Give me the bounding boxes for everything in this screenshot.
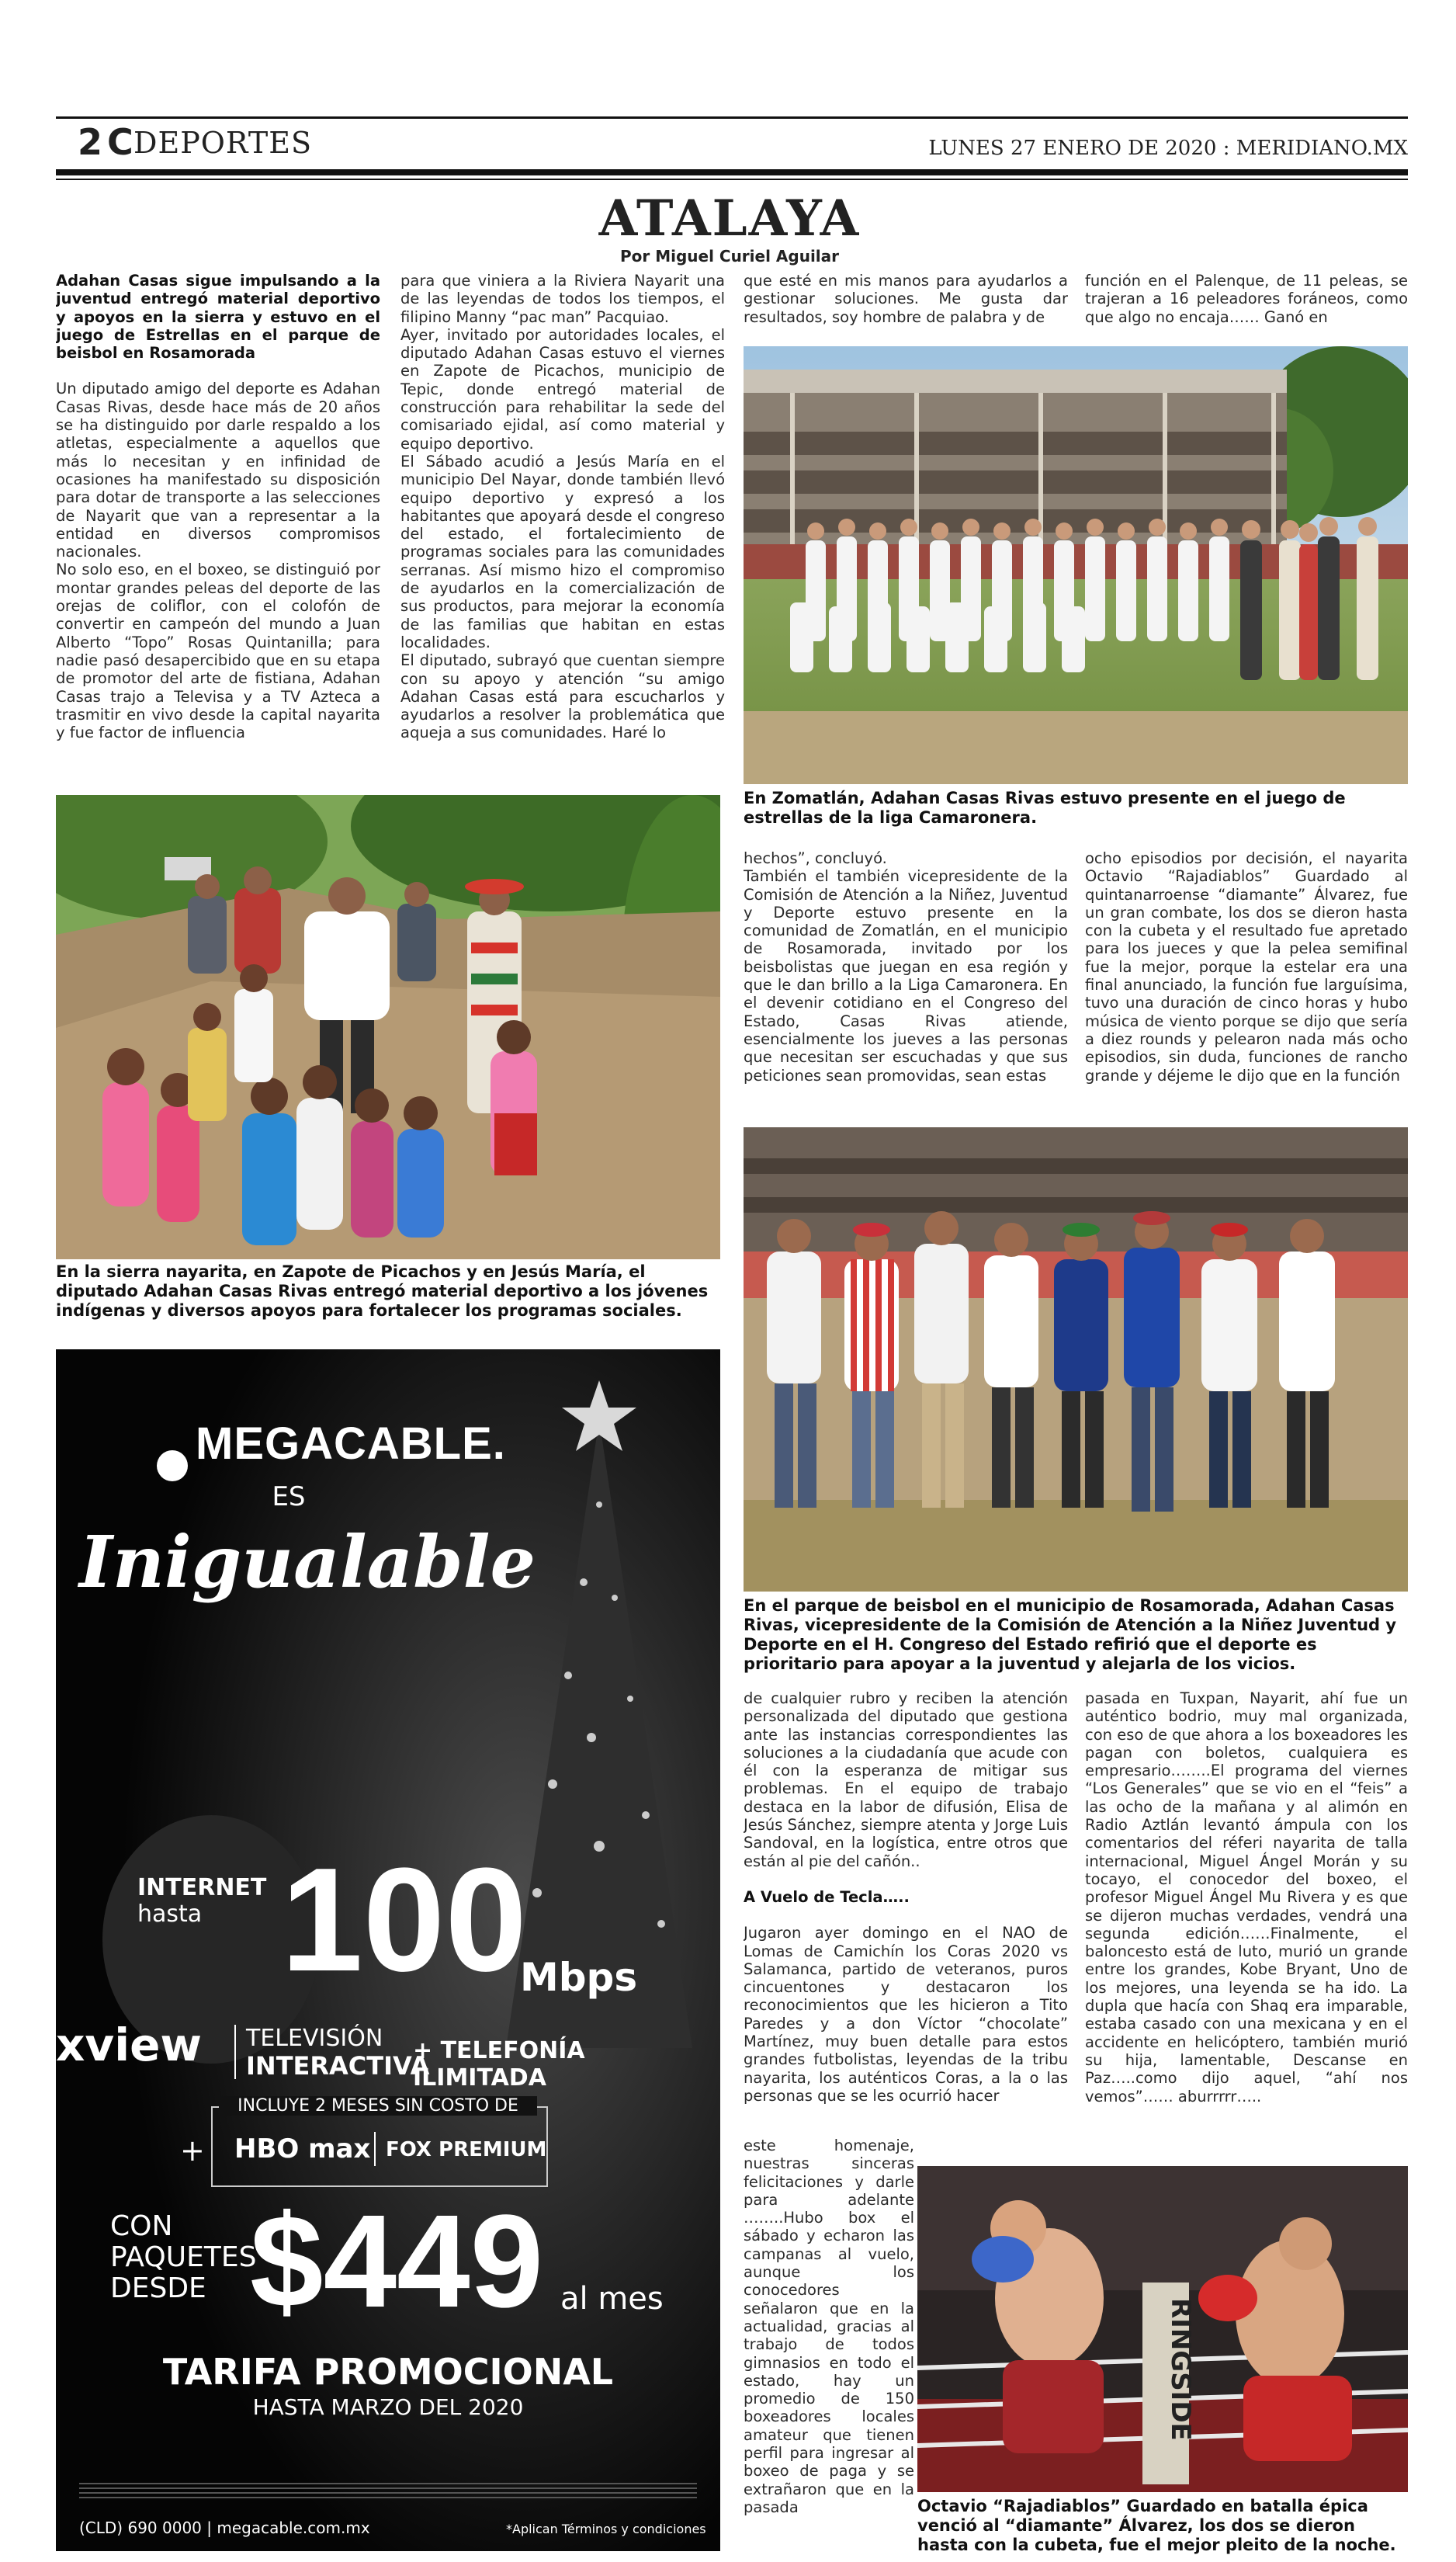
header-top-rule xyxy=(56,116,1408,119)
caption-rosamorada: En el parque de beisbol en el municipio de Rosamorada, Adahan Casas Rivas, vicepresidente de la Comisión de Atención a la Niñez Juventud y Deporte en el H. Congreso del Estado refirió que el deporte es prioritario para apoyar a la juventud y alejarla de los vicios. xyxy=(744,1596,1397,1673)
header-bottom-rule xyxy=(56,169,1408,175)
page-number: 2C xyxy=(78,121,138,163)
column-3-narrow xyxy=(744,2137,914,2551)
caption-boxing: Octavio “Rajadiablos” Guardado en batalla épica venció al “diamante” Álvarez, los dos se dieron hasta con la cubeta, fue el mejor pleito de la noche. xyxy=(917,2497,1396,2554)
ad-price: $449 xyxy=(250,2188,544,2335)
ad-speed-unit: Mbps xyxy=(520,1955,638,2000)
ad-tarifa: TARIFA PROMOCIONAL xyxy=(162,2351,614,2393)
issue-date: LUNES 27 ENERO DE 2020 : MERIDIANO.MX xyxy=(928,137,1408,160)
ad-phone: (CLD) 690 0000 | megacable.com.mx xyxy=(79,2519,370,2537)
paragraph: Jugaron ayer domingo en el NAO de Lomas de Camichín los Coras 2020 vs Salamanca, partido de veteranos, puros cincuentones y destacaron los reconocimientos que les hicieron a Tito Paredes y a don Víctor “chocolate” Martínez, muy buen detalle para estos grandes futbolistas, leyendas de la tribu nayarita, los auténticos Coras, a la o las personas que se les ocurrió hacer xyxy=(744,1924,1068,2105)
article-lead: Adahan Casas sigue impulsando a la juventud entregó material deportivo y apoyos en la sierra y estuvo en el juego de Estrellas en el parque de beisbol en Rosamorada xyxy=(56,272,380,363)
ad-tv-line1: TELEVISIÓN xyxy=(246,2025,383,2052)
megacable-advertisement xyxy=(56,1349,720,2551)
paragraph: ocho episodios por decisión, el nayarita Octavio “Rajadiablos” Guardado al quintanarroense “diamante” Álvarez, fue un gran combate, los dos se dieron hasta con la cubeta y el resultado fue apretado para los jueces y que la pelea semifinal fue la mejor, porque la estelar era una final anunciado, la función fue larguísima, tuvo una duración de cinco horas y hubo música de viento porque se dijo que sería a diez rounds y pelearon nada más ocho episodios, sin duda, funciones de rancho grande y déjeme le dijo que en la función xyxy=(1085,849,1408,1085)
fox-premium-logo: FOX PREMIUM xyxy=(386,2138,547,2161)
column-4-middle xyxy=(1085,849,1408,1113)
ad-per-month: al mes xyxy=(560,2281,664,2317)
column-4-top xyxy=(1085,272,1408,345)
subsection-heading: A Vuelo de Tecla….. xyxy=(744,1887,910,1906)
ad-speed-value: 100 xyxy=(281,1838,528,2002)
paragraph: de cualquier rubro y reciben la atención personalizada del diputado que gestiona ante las instancias correspondientes las soluciones a la ciudadanía que acude con él con la esperanza de mitigar sus problemas. En el equipo de trabajo destaca en la labor de difusión, Elisa de Jesús Sánchez, siempre atenta y Jorge Luis Sandoval, en la logística, entre otros que están al pie del cañón.. xyxy=(744,1689,1068,1870)
section-title: DEPORTES xyxy=(133,126,312,160)
photo-rosamorada-baseball xyxy=(744,1127,1408,1592)
ad-internet-label: INTERNET xyxy=(137,1874,267,1901)
ad-hasta-marzo: HASTA MARZO DEL 2020 xyxy=(252,2394,524,2420)
ad-packages-text: CON PAQUETES DESDE xyxy=(110,2210,257,2304)
ad-includes-text: INCLUYE 2 MESES SIN COSTO DE xyxy=(219,2096,537,2116)
paragraph: También el también vicepresidente de la Comisión de Atención a la Niñez, Juventud y Deporte estuvo presente en la comunidad de Zomatlán, en el municipio de Rosamorada, invitado por los beisbolistas que juegan en esa región y que le dan brillo a la Liga Camaronera. En el devenir cotidiano en el Congreso del Estado, Casas Rivas atiende, esencialmente los jueves a las personas que necesitan ser escuchadas y que sus peticiones sean promovidas, sean estas xyxy=(744,867,1068,1085)
ad-divider xyxy=(234,2025,236,2079)
ad-fine-print-line xyxy=(79,2483,697,2501)
column-4-bottom xyxy=(1085,1689,1408,2140)
ad-plus: + xyxy=(180,2133,205,2168)
header-bottom-thin-rule xyxy=(56,179,1408,180)
paragraph: No solo eso, en el boxeo, se distinguió por montar grandes peleas del deporte de las orejas de coliflor, con el colofón de convertir en campeón del mundo a Juan Alberto “Topo” Rosas Quintanilla; para nadie pasó desapercibido que en su etapa de promotor del arte de fistiana, Adahan Casas trajo a Televisa y a TV Azteca a trasmitir en vivo desde la capital nayarita y fue factor de influencia xyxy=(56,561,380,742)
paragraph: hechos”, concluyó. xyxy=(744,849,887,867)
paragraph: para que viniera a la Riviera Nayarit una de las leyendas de todos los tiempos, el filipino Manny “pac man” Pacquiao. xyxy=(400,272,725,326)
ad-telephony: + TELEFONÍA ILIMITADA xyxy=(413,2037,585,2092)
paragraph: Ayer, invitado por autoridades locales, el diputado Adahan Casas estuvo el viernes en Zapote de Picachos, municipio de Tepic, donde entregó material de construcción para rehabilitar la sede del comisariado ejidal, así como material y equipo deportivo. xyxy=(400,325,725,453)
ad-terms: *Aplican Términos y condiciones xyxy=(506,2522,706,2536)
ad-slogan: Inigualable xyxy=(79,1520,536,1604)
paragraph: este homenaje, nuestras sinceras felicitaciones y darle para adelante ……..Hubo box el sábado y echaron las campanas al vuelo, aunque los conocedores señalaron que en la actualidad, gracias al trabajo de todos gimnasios en todo el estado, hay un promedio de 150 boxeadores locales amateur que tienen perfil para ingresar al boxeo de paga y se extrañaron que en la pasada xyxy=(744,2137,914,2516)
ad-logo-divider xyxy=(374,2132,376,2166)
article-byline: Por Miguel Curiel Aguilar xyxy=(619,247,840,266)
photo-sierra-children xyxy=(56,795,720,1259)
megacable-logo-text: MEGACABLE. xyxy=(196,1418,506,1469)
hbo-max-logo: HBO max xyxy=(234,2133,371,2165)
caption-sierra: En la sierra nayarita, en Zapote de Picachos y en Jesús María, el diputado Adahan Casas Rivas entregó material deportivo a los jóvenes indígenas y diversos apoyos para fortalecer los programas sociales. xyxy=(56,1262,709,1320)
ad-hasta-label: hasta xyxy=(137,1901,203,1928)
ad-es-text: ES xyxy=(272,1481,306,1512)
paragraph: pasada en Tuxpan, Nayarit, ahí fue un auténtico bodrio, muy mal organizada, con eso de que ahora a los boxeadores les pagan con boletos, cualquiera es empresario……..El programa del viernes “Los Generales” que se vio en el “feis” a las ocho de la mañana y al alimón en Radio Aztlán levantó ámpula con los comentarios del réferi nayarita de talla internacional, Miguel Ángel Morán y su tocayo, el conocedor del boxeo, el profesor Miguel Ángel Mu Rivera y es que se dijeron muchas verdades, vendrá una segunda edición……Finalmente, el baloncesto está de luto, murió un grande entre los grandes, Kobe Bryant, Uno de los mejores, una leyenda se ha ido. La dupla que hacía con Shaq era imparable, estaba casado con una mexicana y en el accidente en helicóptero, también murió su hija, lamentable, Descanse en Paz…..como dijo aquel, “ahí nos vemos”…… aburrrrr….. xyxy=(1085,1689,1408,2105)
photo-zomatlan-baseball xyxy=(744,346,1408,784)
photo-boxing xyxy=(917,2166,1408,2492)
caption-zomatlan: En Zomatlán, Adahan Casas Rivas estuvo presente en el juego de estrellas de la liga Camaronera. xyxy=(744,789,1346,827)
paragraph: Un diputado amigo del deporte es Adahan Casas Rivas, desde hace más de 20 años se ha distinguido por darle respaldo a los atletas, especialmente a aquellos que más lo necesitan y en infinidad de ocasiones ha manifestado su disposición para dotar de transporte a las selecciones de Nayarit que van a representar a la entidad en diversos compromisos nacionales. xyxy=(56,380,380,561)
ad-tv-line2: INTERACTIVA xyxy=(246,2051,430,2081)
paragraph: El diputado, subrayó que cuentan siempre con su apoyo y atención “su amigo Adahan Casas está para escucharlos y ayudarlos a resolver la problemática que aqueja a sus comunidades. Haré lo xyxy=(400,651,725,742)
ringside-pad-text: RINGSIDE xyxy=(1165,2298,1196,2441)
article-title: ATALAYA xyxy=(598,189,861,248)
column-1-top xyxy=(56,272,380,781)
column-3-top xyxy=(744,272,1068,345)
ad-xview-logo: xview xyxy=(56,2019,203,2071)
paragraph: El Sábado acudió a Jesús María en el municipio Del Nayar, donde también llevó equipo deportivo y expresó a los habitantes que apoyará desde el congreso del estado, el fortalecimiento de programas sociales para las comunidades serranas. Así mismo hizo el compromiso de ayudarlos en la comercialización de sus productos, para mejorar la economía de las familias que habitan en estas localidades. xyxy=(400,452,725,651)
column-2-top xyxy=(400,272,725,781)
paragraph: función en el Palenque, de 11 peleas, se trajeran a 16 peleadores foráneos, como que algo no encaja…… Ganó en xyxy=(1085,272,1408,326)
column-3-bottom xyxy=(744,1689,1068,2165)
column-3-middle xyxy=(744,849,1068,1113)
paragraph: que esté en mis manos para ayudarlos a gestionar soluciones. Me gusta dar resultados, soy hombre de palabra y de xyxy=(744,272,1068,326)
